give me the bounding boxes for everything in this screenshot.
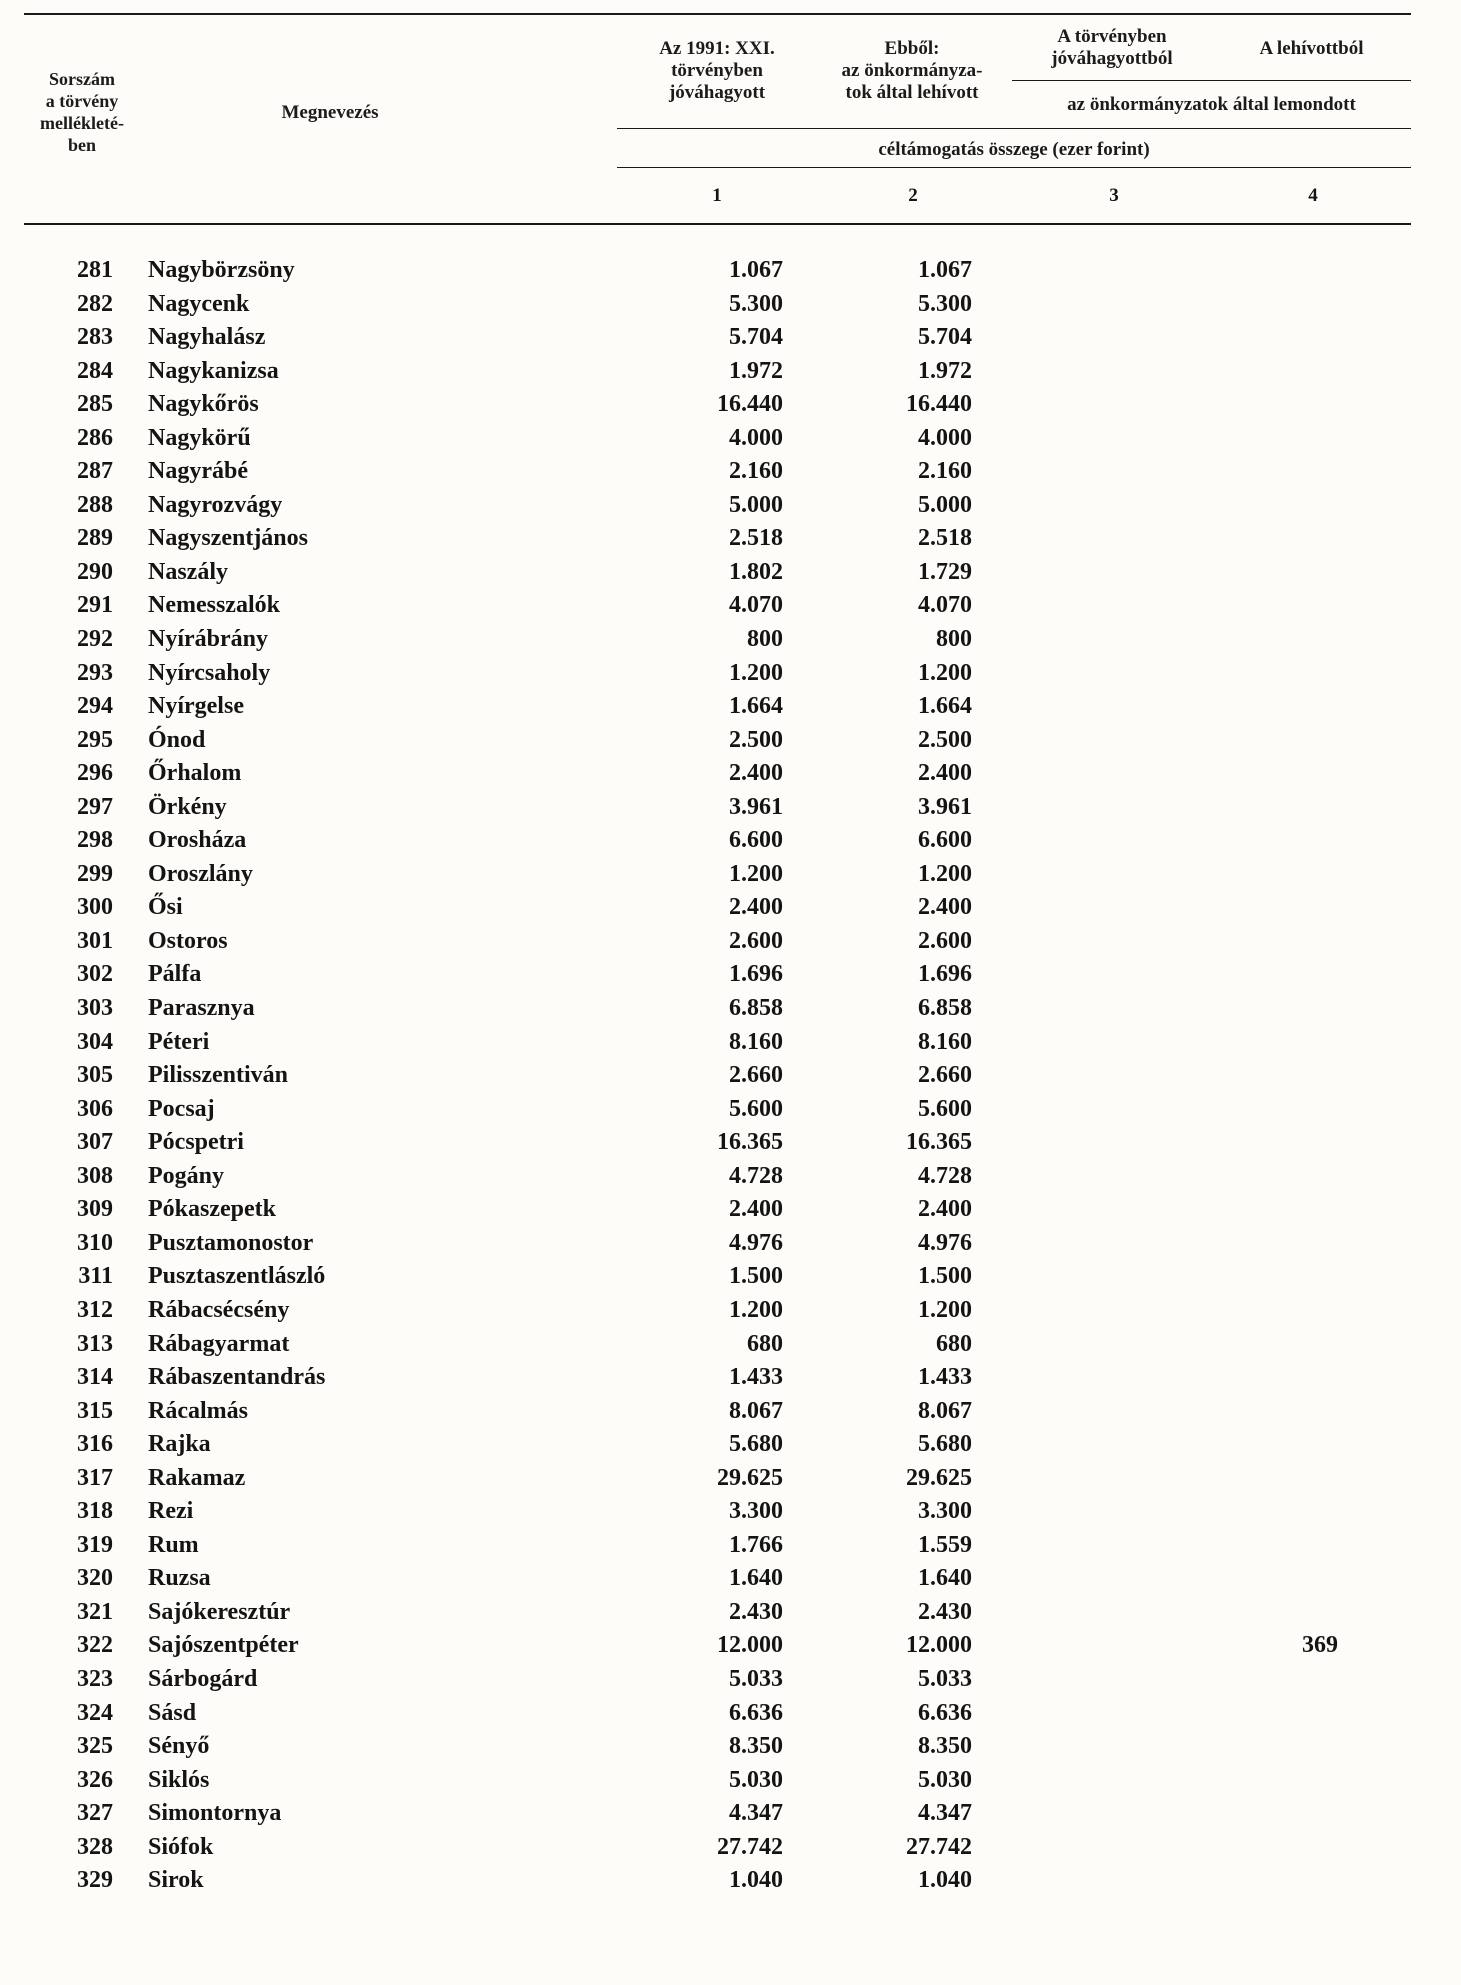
- drawn-amount: 1.500: [918, 1263, 972, 1290]
- approved-amount: 1.200: [729, 1296, 783, 1323]
- table-row: [0, 1562, 1461, 1596]
- table-row: [0, 657, 1461, 691]
- drawn-amount: 2.400: [918, 760, 972, 787]
- row-number: 313: [77, 1330, 113, 1357]
- approved-amount: 4.976: [729, 1229, 783, 1256]
- settlement-name: Pocsaj: [148, 1095, 215, 1122]
- row-number: 312: [77, 1296, 113, 1323]
- row-number: 290: [77, 558, 113, 585]
- approved-amount: 5.300: [729, 290, 783, 317]
- settlement-name: Nyírgelse: [148, 693, 244, 720]
- approved-amount: 2.400: [729, 760, 783, 787]
- row-number: 296: [77, 760, 113, 787]
- settlement-name: Pókaszepetk: [148, 1196, 276, 1223]
- column-number-2: 2: [908, 185, 918, 206]
- settlement-name: Nagycenk: [148, 290, 250, 317]
- drawn-amount: 6.600: [918, 827, 972, 854]
- table-row: [0, 1361, 1461, 1395]
- table-row: [0, 355, 1461, 389]
- row-number: 322: [77, 1632, 113, 1659]
- table-row: [0, 1629, 1461, 1663]
- drawn-amount: 5.000: [918, 491, 972, 518]
- table-row: [0, 1428, 1461, 1462]
- table-body: [0, 254, 1461, 1898]
- column-number-3: 3: [1109, 185, 1119, 206]
- drawn-amount: 3.961: [918, 793, 972, 820]
- row-number: 307: [77, 1129, 113, 1156]
- approved-amount: 8.350: [729, 1733, 783, 1760]
- approved-amount: 2.400: [729, 1196, 783, 1223]
- table-row: [0, 925, 1461, 959]
- row-number: 323: [77, 1665, 113, 1692]
- settlement-name: Nagybörzsöny: [148, 257, 295, 283]
- settlement-name: Rábagyarmat: [148, 1330, 290, 1357]
- settlement-name: Sajókeresztúr: [148, 1598, 291, 1625]
- row-number: 319: [77, 1531, 113, 1558]
- approved-amount: 1.802: [729, 558, 783, 585]
- table-row: [0, 1093, 1461, 1127]
- approved-amount: 27.742: [717, 1833, 783, 1860]
- approved-amount: 4.070: [729, 592, 783, 619]
- approved-amount: 2.500: [729, 726, 783, 753]
- header-shared-subtitle: az önkormányzatok által lemondott: [1067, 94, 1356, 115]
- row-number: 287: [77, 458, 113, 485]
- settlement-name: Rácalmás: [148, 1397, 248, 1424]
- settlement-name: Nagyrozvágy: [148, 491, 283, 518]
- approved-amount: 16.440: [717, 391, 783, 418]
- settlement-name: Nemesszalók: [148, 592, 280, 619]
- table-row: [0, 791, 1461, 825]
- drawn-amount: 680: [936, 1330, 972, 1357]
- approved-amount: 5.033: [729, 1665, 783, 1692]
- settlement-name: Simontornya: [148, 1800, 282, 1827]
- approved-amount: 2.600: [729, 927, 783, 954]
- settlement-name: Sajószentpéter: [148, 1632, 299, 1659]
- drawn-amount: 8.350: [918, 1733, 972, 1760]
- row-number: 324: [77, 1699, 113, 1726]
- approved-amount: 29.625: [717, 1464, 783, 1491]
- drawn-amount: 5.030: [918, 1766, 972, 1793]
- settlement-name: Orosháza: [148, 827, 247, 854]
- approved-amount: 5.680: [729, 1431, 783, 1458]
- approved-amount: 2.160: [729, 458, 783, 485]
- table-row: [0, 522, 1461, 556]
- table-row: [0, 1227, 1461, 1261]
- table-row: [0, 1797, 1461, 1831]
- approved-amount: 5.600: [729, 1095, 783, 1122]
- drawn-amount: 4.070: [918, 592, 972, 619]
- table-row: [0, 388, 1461, 422]
- settlement-name: Nyírcsaholy: [148, 659, 271, 686]
- header-rule-sub: [1012, 80, 1411, 81]
- approved-amount: 6.600: [729, 827, 783, 854]
- table-row: [0, 1864, 1461, 1898]
- approved-amount: 2.660: [729, 1062, 783, 1089]
- settlement-name: Pogány: [148, 1162, 225, 1189]
- drawn-amount: 1.200: [918, 659, 972, 686]
- settlement-name: Oroszlány: [148, 860, 253, 887]
- row-number: 292: [77, 626, 113, 653]
- row-number: 327: [77, 1800, 113, 1827]
- row-number: 301: [77, 927, 113, 954]
- drawn-amount: 4.976: [918, 1229, 972, 1256]
- table-row: [0, 1529, 1461, 1563]
- drawn-amount: 8.160: [918, 1028, 972, 1055]
- row-number: 305: [77, 1062, 113, 1089]
- drawn-amount: 4.000: [918, 424, 972, 451]
- drawn-amount: 8.067: [918, 1397, 972, 1424]
- drawn-amount: 5.033: [918, 1665, 972, 1692]
- approved-amount: 1.067: [729, 257, 783, 283]
- approved-amount: 4.000: [729, 424, 783, 451]
- approved-amount: 3.300: [729, 1498, 783, 1525]
- settlement-name: Sásd: [148, 1699, 197, 1726]
- row-number: 295: [77, 726, 113, 753]
- table-row: [0, 858, 1461, 892]
- table-row: [0, 1260, 1461, 1294]
- row-number: 289: [77, 525, 113, 552]
- drawn-amount: 12.000: [906, 1632, 972, 1659]
- row-number: 281: [77, 257, 113, 283]
- settlement-name: Rábacsécsény: [148, 1296, 290, 1323]
- table-row: [0, 992, 1461, 1026]
- drawn-amount: 3.300: [918, 1498, 972, 1525]
- drawn-amount: 4.728: [918, 1162, 972, 1189]
- header-bottom-rule: [24, 223, 1411, 225]
- approved-amount: 8.067: [729, 1397, 783, 1424]
- column-number-4: 4: [1308, 185, 1318, 206]
- drawn-amount: 1.640: [918, 1565, 972, 1592]
- approved-amount: 6.858: [729, 995, 783, 1022]
- row-number: 328: [77, 1833, 113, 1860]
- approved-amount: 5.000: [729, 491, 783, 518]
- row-number: 314: [77, 1364, 113, 1391]
- drawn-amount: 2.518: [918, 525, 972, 552]
- approved-amount: 8.160: [729, 1028, 783, 1055]
- drawn-amount: 1.067: [918, 257, 972, 283]
- approved-amount: 1.972: [729, 357, 783, 384]
- row-number: 325: [77, 1733, 113, 1760]
- header-col1: Az 1991: XXI. törvényben jóváhagyott: [659, 38, 775, 103]
- settlement-name: Ruzsa: [148, 1565, 211, 1592]
- approved-amount: 1.640: [729, 1565, 783, 1592]
- approved-amount: 1.200: [729, 659, 783, 686]
- drawn-amount: 1.559: [918, 1531, 972, 1558]
- drawn-amount: 1.696: [918, 961, 972, 988]
- table-row: [0, 1495, 1461, 1529]
- approved-amount: 680: [747, 1330, 783, 1357]
- approved-amount: 2.430: [729, 1598, 783, 1625]
- row-number: 316: [77, 1431, 113, 1458]
- drawn-amount: 1.200: [918, 860, 972, 887]
- approved-amount: 5.030: [729, 1766, 783, 1793]
- table-row: [0, 757, 1461, 791]
- row-number: 288: [77, 491, 113, 518]
- drawn-amount: 6.636: [918, 1699, 972, 1726]
- settlement-name: Pilisszentiván: [148, 1062, 289, 1089]
- settlement-name: Rum: [148, 1531, 199, 1558]
- drawn-amount: 2.400: [918, 894, 972, 921]
- drawn-amount: 5.300: [918, 290, 972, 317]
- approved-amount: 1.433: [729, 1364, 783, 1391]
- table-row: [0, 1328, 1461, 1362]
- approved-amount: 6.636: [729, 1699, 783, 1726]
- settlement-name: Nagyrábé: [148, 458, 248, 485]
- approved-amount: 4.728: [729, 1162, 783, 1189]
- row-number: 320: [77, 1565, 113, 1592]
- approved-amount: 1.664: [729, 693, 783, 720]
- row-number: 317: [77, 1464, 113, 1491]
- top-rule: [24, 13, 1411, 15]
- table-row: [0, 1462, 1461, 1496]
- row-number: 291: [77, 592, 113, 619]
- table-row: [0, 1193, 1461, 1227]
- header-rule-unit: [617, 128, 1411, 129]
- drawn-amount: 4.347: [918, 1800, 972, 1827]
- row-number: 304: [77, 1028, 113, 1055]
- table-row: [0, 1395, 1461, 1429]
- drawn-amount: 1.433: [918, 1364, 972, 1391]
- drawn-amount: 6.858: [918, 995, 972, 1022]
- row-number: 294: [77, 693, 113, 720]
- table-row: [0, 254, 1461, 288]
- approved-amount: 1.500: [729, 1263, 783, 1290]
- settlement-name: Pusztamonostor: [148, 1229, 314, 1256]
- settlement-name: Nyírábrány: [148, 626, 268, 653]
- table-row: [0, 824, 1461, 858]
- row-number: 309: [77, 1196, 113, 1223]
- settlement-name: Nagykanizsa: [148, 357, 279, 384]
- settlement-name: Parasznya: [148, 995, 255, 1022]
- header-col2: Ebből: az önkormányza- tok által lehívott: [841, 38, 983, 103]
- column-number-1: 1: [712, 185, 722, 206]
- row-number: 303: [77, 995, 113, 1022]
- header-col4: A lehívottból: [1259, 38, 1364, 59]
- row-number: 299: [77, 860, 113, 887]
- drawn-amount: 29.625: [906, 1464, 972, 1491]
- row-number: 326: [77, 1766, 113, 1793]
- table-row: [0, 321, 1461, 355]
- settlement-name: Ősi: [148, 894, 183, 921]
- row-number: 297: [77, 793, 113, 820]
- table-row: [0, 589, 1461, 623]
- table-row: [0, 288, 1461, 322]
- drawn-amount: 2.660: [918, 1062, 972, 1089]
- table-row: [0, 1026, 1461, 1060]
- settlement-name: Sirok: [148, 1867, 204, 1894]
- settlement-name: Rajka: [148, 1431, 211, 1458]
- header-col3: A törvényben jóváhagyottból: [1051, 26, 1173, 69]
- row-number: 311: [78, 1263, 113, 1290]
- row-number: 310: [77, 1229, 113, 1256]
- table-row: [0, 1059, 1461, 1093]
- header-sorszam: Sorszám a törvény mellékleté- ben: [40, 69, 124, 155]
- table-row: [0, 1831, 1461, 1865]
- table-row: [0, 1764, 1461, 1798]
- settlement-name: Péteri: [148, 1028, 210, 1055]
- drawn-amount: 2.500: [918, 726, 972, 753]
- settlement-name: Nagykőrös: [148, 391, 259, 418]
- row-number: 285: [77, 391, 113, 418]
- drawn-amount: 800: [936, 626, 972, 653]
- settlement-name: Nagyszentjános: [148, 525, 308, 552]
- settlement-name: Pócspetri: [148, 1129, 244, 1156]
- settlement-name: Ostoros: [148, 927, 228, 954]
- approved-amount: 2.518: [729, 525, 783, 552]
- row-number: 329: [77, 1867, 113, 1894]
- approved-amount: 1.766: [729, 1531, 783, 1558]
- header-megnevezes: Megnevezés: [281, 102, 379, 123]
- approved-amount: 12.000: [717, 1632, 783, 1659]
- settlement-name: Örkény: [148, 793, 227, 820]
- settlement-name: Siófok: [148, 1833, 214, 1860]
- table-row: [0, 623, 1461, 657]
- settlement-name: Siklós: [148, 1766, 210, 1793]
- row-number: 321: [77, 1598, 113, 1625]
- drawn-amount: 5.680: [918, 1431, 972, 1458]
- table-row: [0, 1160, 1461, 1194]
- approved-amount: 3.961: [729, 793, 783, 820]
- settlement-name: Őrhalom: [148, 760, 242, 787]
- drawn-amount: 1.972: [918, 357, 972, 384]
- settlement-name: Naszály: [148, 558, 228, 585]
- approved-amount: 1.696: [729, 961, 783, 988]
- row-number: 308: [77, 1162, 113, 1189]
- drawn-amount: 1.729: [918, 558, 972, 585]
- approved-amount: 1.040: [729, 1867, 783, 1894]
- header-rule-numbers: [617, 167, 1411, 168]
- drawn-amount: 27.742: [906, 1833, 972, 1860]
- table-row: [0, 690, 1461, 724]
- approved-amount: 2.400: [729, 894, 783, 921]
- settlement-name: Ónod: [148, 726, 206, 753]
- waived-from-drawn: 369: [1302, 1632, 1338, 1659]
- table-row: [0, 422, 1461, 456]
- table-row: [0, 1294, 1461, 1328]
- settlement-name: Rezi: [148, 1498, 194, 1525]
- table-row: [0, 1126, 1461, 1160]
- table-row: [0, 891, 1461, 925]
- table-row: [0, 1730, 1461, 1764]
- table-row: [0, 455, 1461, 489]
- approved-amount: 16.365: [717, 1129, 783, 1156]
- approved-amount: 1.200: [729, 860, 783, 887]
- row-number: 283: [77, 324, 113, 351]
- drawn-amount: 2.160: [918, 458, 972, 485]
- drawn-amount: 1.040: [918, 1867, 972, 1894]
- header-unit-label: céltámogatás összege (ezer forint): [878, 139, 1150, 160]
- row-number: 282: [77, 290, 113, 317]
- drawn-amount: 1.200: [918, 1296, 972, 1323]
- row-number: 293: [77, 659, 113, 686]
- drawn-amount: 5.704: [918, 324, 972, 351]
- settlement-name: Nagyhalász: [148, 324, 266, 351]
- settlement-name: Pusztaszentlászló: [148, 1263, 326, 1290]
- drawn-amount: 5.600: [918, 1095, 972, 1122]
- row-number: 302: [77, 961, 113, 988]
- row-number: 318: [77, 1498, 113, 1525]
- approved-amount: 5.704: [729, 324, 783, 351]
- row-number: 286: [77, 424, 113, 451]
- drawn-amount: 2.400: [918, 1196, 972, 1223]
- drawn-amount: 1.664: [918, 693, 972, 720]
- drawn-amount: 2.600: [918, 927, 972, 954]
- approved-amount: 4.347: [729, 1800, 783, 1827]
- approved-amount: 800: [747, 626, 783, 653]
- table-row: [0, 1596, 1461, 1630]
- table-row: [0, 556, 1461, 590]
- drawn-amount: 16.440: [906, 391, 972, 418]
- drawn-amount: 2.430: [918, 1598, 972, 1625]
- row-number: 300: [77, 894, 113, 921]
- settlement-name: Nagykörű: [148, 424, 251, 451]
- row-number: 298: [77, 827, 113, 854]
- settlement-name: Rakamaz: [148, 1464, 246, 1491]
- row-number: 284: [77, 357, 113, 384]
- row-number: 315: [77, 1397, 113, 1424]
- table-row: [0, 958, 1461, 992]
- settlement-name: Sárbogárd: [148, 1665, 258, 1692]
- table-row: [0, 1697, 1461, 1731]
- row-number: 306: [77, 1095, 113, 1122]
- drawn-amount: 16.365: [906, 1129, 972, 1156]
- settlement-name: Rábaszentandrás: [148, 1364, 326, 1391]
- table-row: [0, 489, 1461, 523]
- table-row: [0, 1663, 1461, 1697]
- settlement-name: Pálfa: [148, 961, 202, 988]
- table-row: [0, 724, 1461, 758]
- settlement-name: Sényő: [148, 1733, 210, 1760]
